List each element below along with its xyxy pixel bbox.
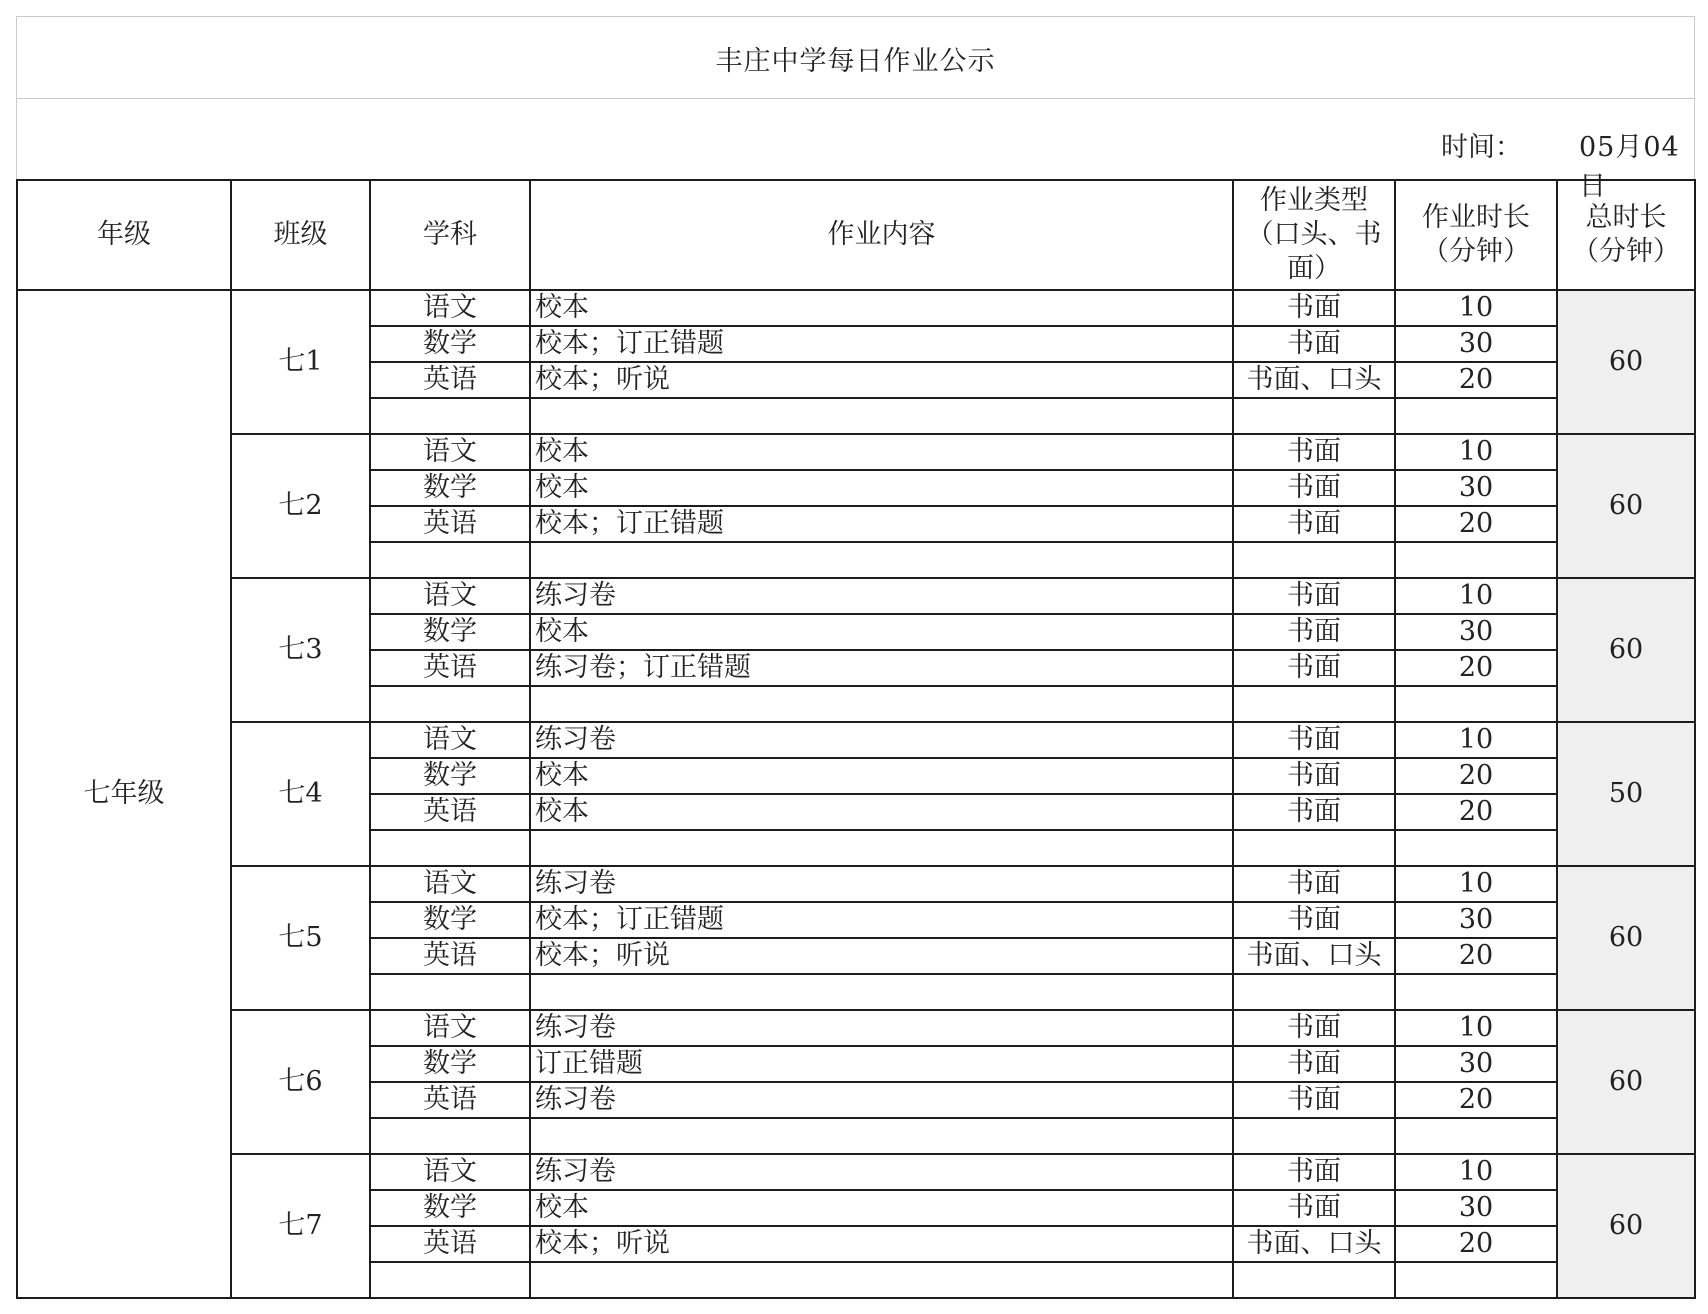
content-cell: 校本	[530, 758, 1233, 794]
content-cell	[530, 974, 1233, 1010]
minutes-cell	[1395, 398, 1557, 434]
subject-cell: 语文	[370, 290, 530, 326]
content-cell	[530, 398, 1233, 434]
subject-cell: 数学	[370, 326, 530, 362]
subject-cell	[370, 542, 530, 578]
minutes-cell: 20	[1395, 650, 1557, 686]
content-cell: 校本；听说	[530, 362, 1233, 398]
total-cell: 60	[1557, 1154, 1695, 1298]
class-cell: 七1	[231, 290, 370, 434]
subject-cell: 语文	[370, 866, 530, 902]
table-row	[17, 578, 1695, 614]
header-duration: 作业时长（分钟）	[1395, 180, 1557, 290]
type-cell: 书面	[1233, 290, 1395, 326]
grade-cell: 七年级	[17, 290, 231, 1298]
minutes-cell: 30	[1395, 470, 1557, 506]
minutes-cell: 30	[1395, 326, 1557, 362]
subject-cell: 数学	[370, 470, 530, 506]
class-cell: 七4	[231, 722, 370, 866]
type-cell: 书面	[1233, 722, 1395, 758]
minutes-cell: 10	[1395, 866, 1557, 902]
content-cell: 校本	[530, 470, 1233, 506]
type-cell: 书面、口头	[1233, 362, 1395, 398]
type-cell: 书面	[1233, 866, 1395, 902]
total-cell: 60	[1557, 1010, 1695, 1154]
type-cell: 书面	[1233, 578, 1395, 614]
type-cell	[1233, 1118, 1395, 1154]
type-cell: 书面	[1233, 650, 1395, 686]
minutes-cell	[1395, 830, 1557, 866]
subject-cell	[370, 1262, 530, 1298]
class-cell: 七2	[231, 434, 370, 578]
subject-cell: 英语	[370, 1226, 530, 1262]
content-cell: 练习卷	[530, 722, 1233, 758]
minutes-cell: 20	[1395, 362, 1557, 398]
content-cell	[530, 542, 1233, 578]
minutes-cell	[1395, 1118, 1557, 1154]
minutes-cell: 20	[1395, 938, 1557, 974]
header-total: 总时长（分钟）	[1557, 180, 1695, 290]
content-cell: 练习卷	[530, 1010, 1233, 1046]
subject-cell: 语文	[370, 434, 530, 470]
table-body	[17, 290, 1695, 1298]
minutes-cell	[1395, 686, 1557, 722]
minutes-cell: 20	[1395, 758, 1557, 794]
content-cell: 练习卷	[530, 866, 1233, 902]
subject-cell: 数学	[370, 614, 530, 650]
content-cell: 校本；订正错题	[530, 902, 1233, 938]
type-cell: 书面	[1233, 434, 1395, 470]
table-row	[17, 866, 1695, 902]
sheet-title	[16, 16, 1695, 99]
total-cell: 60	[1557, 866, 1695, 1010]
minutes-cell: 10	[1395, 1010, 1557, 1046]
content-cell: 练习卷	[530, 1082, 1233, 1118]
type-cell	[1233, 686, 1395, 722]
minutes-cell: 10	[1395, 434, 1557, 470]
content-cell	[530, 1118, 1233, 1154]
table-row	[17, 1154, 1695, 1190]
type-cell	[1233, 830, 1395, 866]
subject-cell: 英语	[370, 506, 530, 542]
type-cell: 书面	[1233, 758, 1395, 794]
subject-cell	[370, 398, 530, 434]
homework-table	[16, 179, 1696, 1299]
content-cell: 校本	[530, 794, 1233, 830]
subject-cell: 数学	[370, 758, 530, 794]
type-cell: 书面	[1233, 1010, 1395, 1046]
header-grade: 年级	[17, 180, 231, 290]
content-cell: 校本	[530, 290, 1233, 326]
title-text: 丰庄中学每日作业公示	[715, 45, 996, 77]
content-cell: 练习卷	[530, 578, 1233, 614]
table-row	[17, 722, 1695, 758]
subject-cell: 数学	[370, 902, 530, 938]
type-cell	[1233, 1262, 1395, 1298]
type-cell	[1233, 542, 1395, 578]
type-cell: 书面	[1233, 506, 1395, 542]
minutes-cell: 30	[1395, 902, 1557, 938]
minutes-cell	[1395, 1262, 1557, 1298]
minutes-cell	[1395, 542, 1557, 578]
type-cell: 书面	[1233, 794, 1395, 830]
type-cell: 书面	[1233, 1082, 1395, 1118]
type-cell: 书面	[1233, 1154, 1395, 1190]
type-cell	[1233, 974, 1395, 1010]
subject-cell	[370, 686, 530, 722]
subject-cell	[370, 974, 530, 1010]
minutes-cell: 10	[1395, 578, 1557, 614]
content-cell	[530, 830, 1233, 866]
table-row	[17, 290, 1695, 326]
content-cell: 校本；订正错题	[530, 326, 1233, 362]
header-row	[17, 180, 1695, 290]
subject-cell: 英语	[370, 1082, 530, 1118]
minutes-cell	[1395, 974, 1557, 1010]
content-cell: 校本；听说	[530, 1226, 1233, 1262]
header-subject: 学科	[370, 180, 530, 290]
minutes-cell: 20	[1395, 794, 1557, 830]
content-cell: 练习卷	[530, 1154, 1233, 1190]
subject-cell	[370, 1118, 530, 1154]
content-cell: 练习卷；订正错题	[530, 650, 1233, 686]
table-row	[17, 1010, 1695, 1046]
class-cell: 七5	[231, 866, 370, 1010]
type-cell: 书面、口头	[1233, 1226, 1395, 1262]
minutes-cell: 10	[1395, 1154, 1557, 1190]
content-cell: 校本	[530, 1190, 1233, 1226]
type-cell: 书面	[1233, 326, 1395, 362]
type-cell: 书面	[1233, 614, 1395, 650]
minutes-cell: 10	[1395, 290, 1557, 326]
type-cell: 书面、口头	[1233, 938, 1395, 974]
type-cell	[1233, 398, 1395, 434]
total-cell: 60	[1557, 434, 1695, 578]
subject-cell: 数学	[370, 1190, 530, 1226]
subject-cell: 英语	[370, 794, 530, 830]
date-value: 05月04日	[1579, 132, 1680, 202]
content-cell: 校本；听说	[530, 938, 1233, 974]
total-cell: 60	[1557, 578, 1695, 722]
minutes-cell: 30	[1395, 1190, 1557, 1226]
minutes-cell: 20	[1395, 506, 1557, 542]
content-cell: 校本；订正错题	[530, 506, 1233, 542]
type-cell: 书面	[1233, 902, 1395, 938]
type-cell: 书面	[1233, 1046, 1395, 1082]
minutes-cell: 30	[1395, 614, 1557, 650]
subject-cell: 语文	[370, 1010, 530, 1046]
content-cell: 校本	[530, 434, 1233, 470]
header-type: 作业类型（口头、书面）	[1233, 180, 1395, 290]
date-row	[16, 98, 1695, 202]
content-cell	[530, 686, 1233, 722]
total-cell: 60	[1557, 290, 1695, 434]
subject-cell: 语文	[370, 722, 530, 758]
subject-cell: 数学	[370, 1046, 530, 1082]
type-cell: 书面	[1233, 1190, 1395, 1226]
header-content: 作业内容	[530, 180, 1233, 290]
subject-cell	[370, 830, 530, 866]
class-cell: 七7	[231, 1154, 370, 1298]
table-row	[17, 434, 1695, 470]
subject-cell: 语文	[370, 578, 530, 614]
minutes-cell: 20	[1395, 1082, 1557, 1118]
content-cell: 校本	[530, 614, 1233, 650]
minutes-cell: 10	[1395, 722, 1557, 758]
total-cell: 50	[1557, 722, 1695, 866]
class-cell: 七3	[231, 578, 370, 722]
type-cell: 书面	[1233, 470, 1395, 506]
minutes-cell: 30	[1395, 1046, 1557, 1082]
content-cell: 订正错题	[530, 1046, 1233, 1082]
subject-cell: 英语	[370, 362, 530, 398]
header-class: 班级	[231, 180, 370, 290]
subject-cell: 英语	[370, 650, 530, 686]
content-cell	[530, 1262, 1233, 1298]
minutes-cell: 20	[1395, 1226, 1557, 1262]
class-cell: 七6	[231, 1010, 370, 1154]
subject-cell: 英语	[370, 938, 530, 974]
date-label: 时间：	[1441, 132, 1522, 163]
subject-cell: 语文	[370, 1154, 530, 1190]
